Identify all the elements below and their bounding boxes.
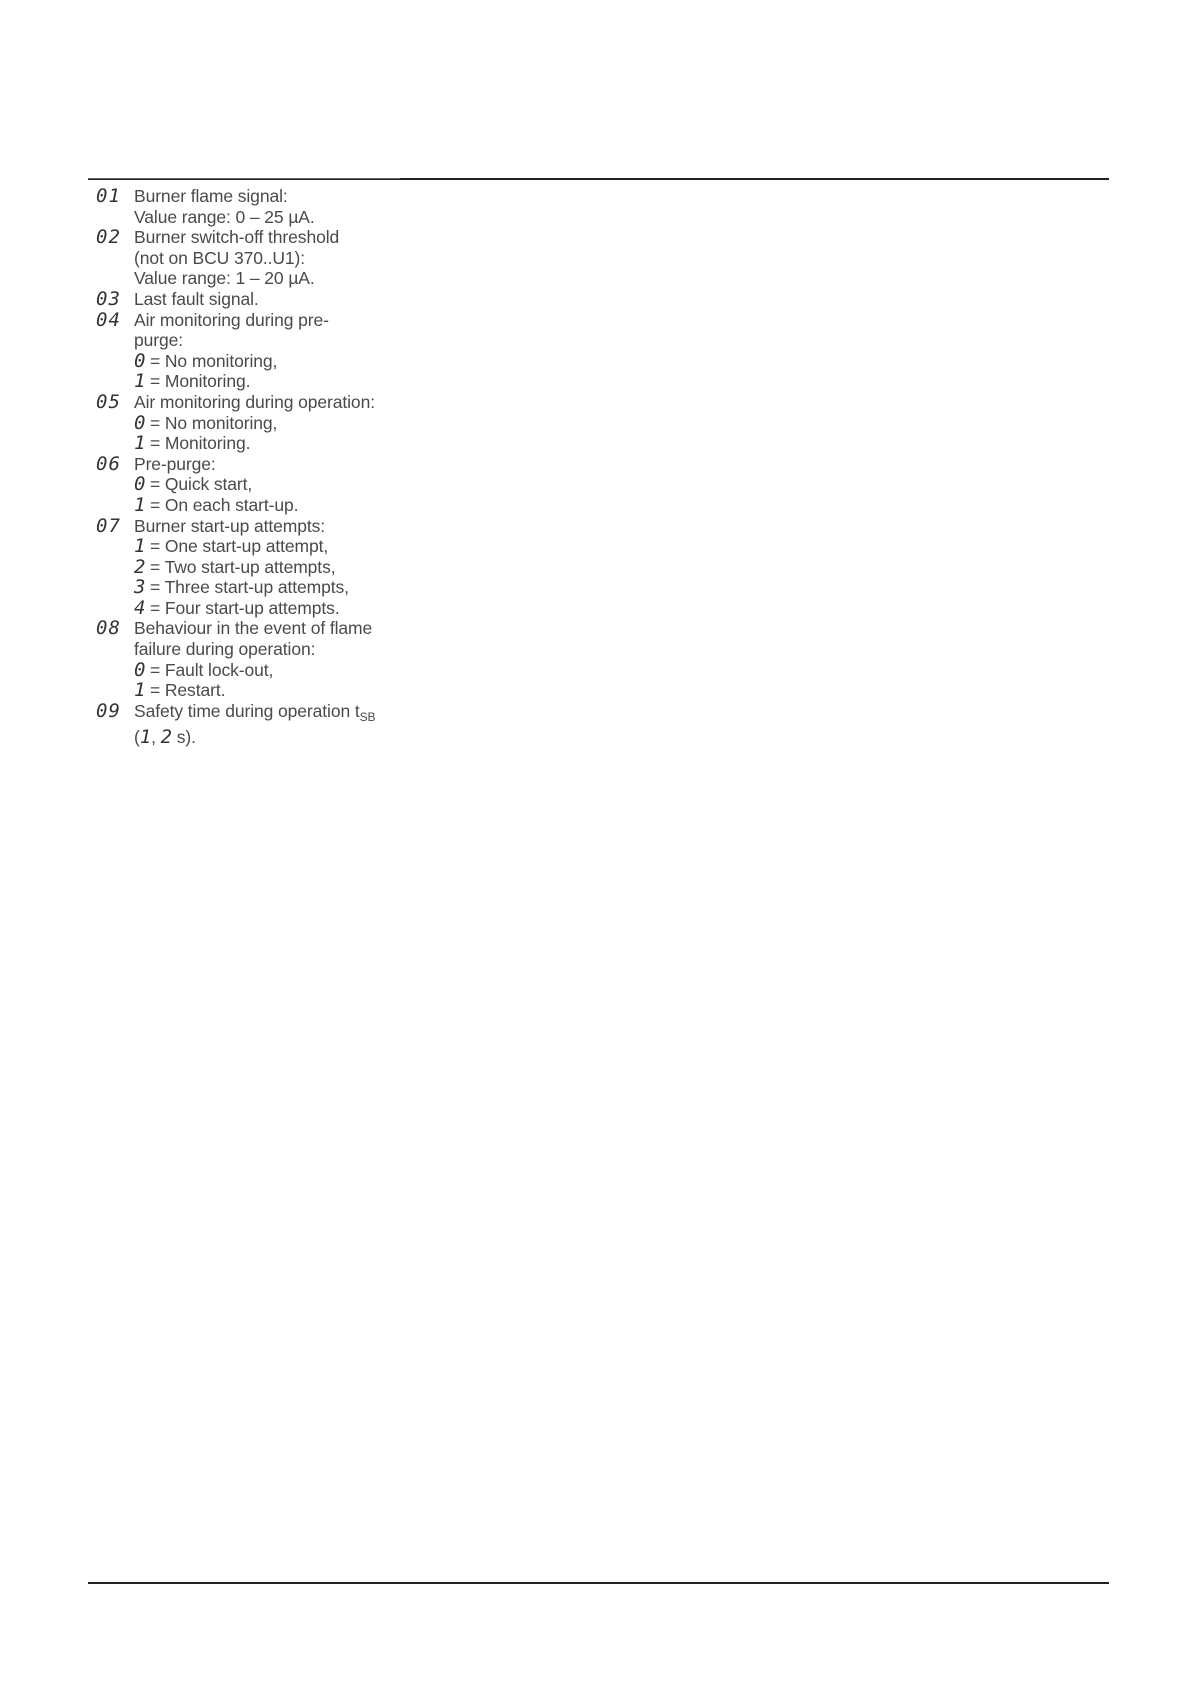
option-text: = Fault lock-out, bbox=[150, 659, 274, 680]
parameter-text: Safety time during operation t bbox=[134, 700, 360, 721]
bottom-rule bbox=[88, 1582, 1109, 1584]
parameter-code: 05 bbox=[96, 390, 121, 413]
option-line bbox=[134, 598, 416, 619]
separator: , bbox=[151, 727, 161, 748]
parameter-text: Behaviour in the event of flame bbox=[134, 618, 373, 639]
option-digit: 1 bbox=[134, 432, 146, 455]
option-line bbox=[134, 474, 416, 495]
parameter-text: Burner start-up attempts: bbox=[134, 515, 326, 536]
option-text: = Three start-up attempts, bbox=[150, 577, 349, 598]
parameter-02 bbox=[96, 227, 416, 289]
option-digit: 1 bbox=[134, 535, 146, 558]
parameter-text: Value range: 1 – 20 µA. bbox=[134, 268, 315, 289]
parameter-text: (not on BCU 370..U1): bbox=[134, 247, 306, 268]
option-line bbox=[134, 680, 416, 701]
option-line bbox=[134, 413, 416, 434]
option-digit: 0 bbox=[134, 349, 146, 372]
parameter-06 bbox=[96, 454, 416, 516]
option-text: = Restart. bbox=[150, 680, 226, 701]
parameter-text: Pre-purge: bbox=[134, 453, 216, 474]
parameter-08 bbox=[96, 618, 416, 700]
parameter-09 bbox=[96, 701, 416, 748]
option-text: = Monitoring. bbox=[150, 371, 251, 392]
option-digit: 1 bbox=[134, 370, 146, 393]
parameter-03 bbox=[96, 289, 416, 310]
parameter-code: 09 bbox=[96, 699, 121, 722]
option-digit: 1 bbox=[139, 726, 152, 749]
parameter-07 bbox=[96, 516, 416, 619]
parameter-text: failure during operation: bbox=[134, 639, 316, 660]
parameter-text: Burner switch-off threshold bbox=[134, 227, 340, 248]
option-digit: 1 bbox=[134, 679, 146, 702]
parameter-text: Air monitoring during operation: bbox=[134, 391, 375, 412]
parameter-code: 02 bbox=[96, 226, 121, 249]
option-line bbox=[134, 351, 416, 372]
parameter-code: 07 bbox=[96, 514, 121, 537]
option-text: = Quick start, bbox=[150, 474, 253, 495]
option-line bbox=[134, 371, 416, 392]
unit-text: s). bbox=[171, 727, 196, 748]
parameter-code: 06 bbox=[96, 452, 121, 475]
parameter-01 bbox=[96, 186, 416, 227]
parameter-code: 01 bbox=[96, 185, 121, 207]
parameter-05 bbox=[96, 392, 416, 454]
option-line bbox=[134, 557, 416, 578]
parameter-subscript: SB bbox=[359, 709, 376, 724]
option-text: = No monitoring, bbox=[150, 412, 278, 433]
top-rule-column bbox=[88, 178, 400, 179]
option-line bbox=[134, 495, 416, 516]
option-text: = Four start-up attempts. bbox=[150, 597, 340, 618]
option-digit: 0 bbox=[134, 473, 146, 496]
option-digit: 0 bbox=[134, 658, 146, 681]
option-line bbox=[134, 660, 416, 681]
parameter-text: Burner flame signal: bbox=[134, 186, 288, 206]
parameter-code: 08 bbox=[96, 617, 121, 640]
parameter-text: Value range: 0 – 25 µA. bbox=[134, 206, 315, 227]
option-digit: 1 bbox=[134, 493, 146, 516]
option-text: = On each start-up. bbox=[150, 494, 299, 515]
option-line bbox=[134, 577, 416, 598]
parameter-code: 04 bbox=[96, 308, 121, 331]
option-digit: 3 bbox=[134, 576, 146, 599]
parameter-04 bbox=[96, 310, 416, 392]
option-digit: 2 bbox=[160, 726, 172, 749]
paren-open: ( bbox=[134, 727, 140, 748]
option-digit: 2 bbox=[134, 555, 146, 578]
option-text: = Two start-up attempts, bbox=[150, 556, 336, 577]
option-text: = Monitoring. bbox=[150, 433, 251, 454]
option-digit: 4 bbox=[134, 596, 146, 619]
option-line bbox=[134, 433, 416, 454]
parameter-list bbox=[96, 186, 416, 748]
parameter-code: 03 bbox=[96, 287, 121, 310]
option-text: = No monitoring, bbox=[150, 350, 278, 371]
parameter-text: Air monitoring during pre- bbox=[134, 309, 329, 330]
option-digit: 0 bbox=[134, 411, 146, 434]
option-line bbox=[134, 536, 416, 557]
parameter-text: purge: bbox=[134, 330, 184, 351]
option-text: = One start-up attempt, bbox=[150, 536, 329, 557]
parameter-text: Last fault signal. bbox=[134, 288, 259, 309]
